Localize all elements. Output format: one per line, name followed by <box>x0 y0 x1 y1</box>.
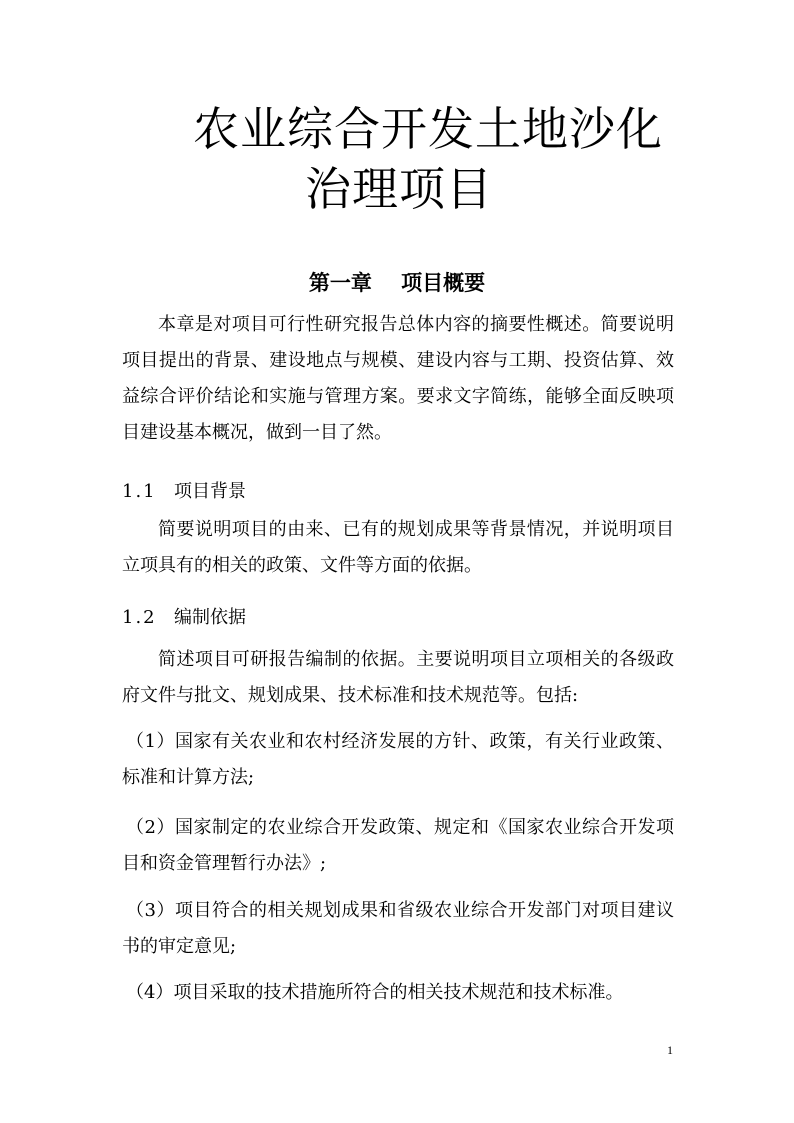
section-title: 项目背景 <box>174 481 246 502</box>
list-item-3: （3）项目符合的相关规划成果和省级农业综合开发部门对项目建议书的审定意见; <box>122 900 674 957</box>
list-item-1: （1）国家有关农业和农村经济发展的方针、政策，有关行业政策、标准和计算方法; <box>122 731 674 788</box>
section-title: 编制依据 <box>174 607 246 628</box>
chapter-number: 第一章 <box>308 271 372 295</box>
document-title-line-1: 农业综合开发土地沙化 <box>193 102 663 156</box>
document-title-line-2: 治理项目 <box>305 162 493 216</box>
chapter-heading <box>0 268 794 298</box>
intro-paragraph: 本章是对项目可行性研究报告总体内容的摘要性概述。简要说明项目提出的背景、建设地点与规模、建设内容与工期、投资估算、效益综合评价结论和实施与管理方案。要求文字简练，能够全面反映项目建设基本概况，做到一目了然。 <box>122 314 674 443</box>
section-heading-1-1 <box>122 477 246 507</box>
list-item-2: （2）国家制定的农业综合开发政策、规定和《国家农业综合开发项目和资金管理暂行办法》; <box>122 817 674 874</box>
list-item-4: （4）项目采取的技术措施所符合的相关技术规范和技术标准。 <box>126 982 624 1003</box>
section-heading-1-2 <box>122 603 246 633</box>
section-number: 1.1 <box>122 481 157 502</box>
section-1-2-paragraph: 简述项目可研报告编制的依据。主要说明项目立项相关的各级政府文件与批文、规划成果、技术标准和技术规范等。包括: <box>122 649 674 706</box>
chapter-name: 项目概要 <box>401 271 486 295</box>
page-number: 1 <box>667 1043 673 1057</box>
section-number: 1.2 <box>122 607 157 628</box>
section-1-1-paragraph: 简要说明项目的由来、已有的规划成果等背景情况，并说明项目立项具有的相关的政策、文件等方面的依据。 <box>122 519 674 576</box>
